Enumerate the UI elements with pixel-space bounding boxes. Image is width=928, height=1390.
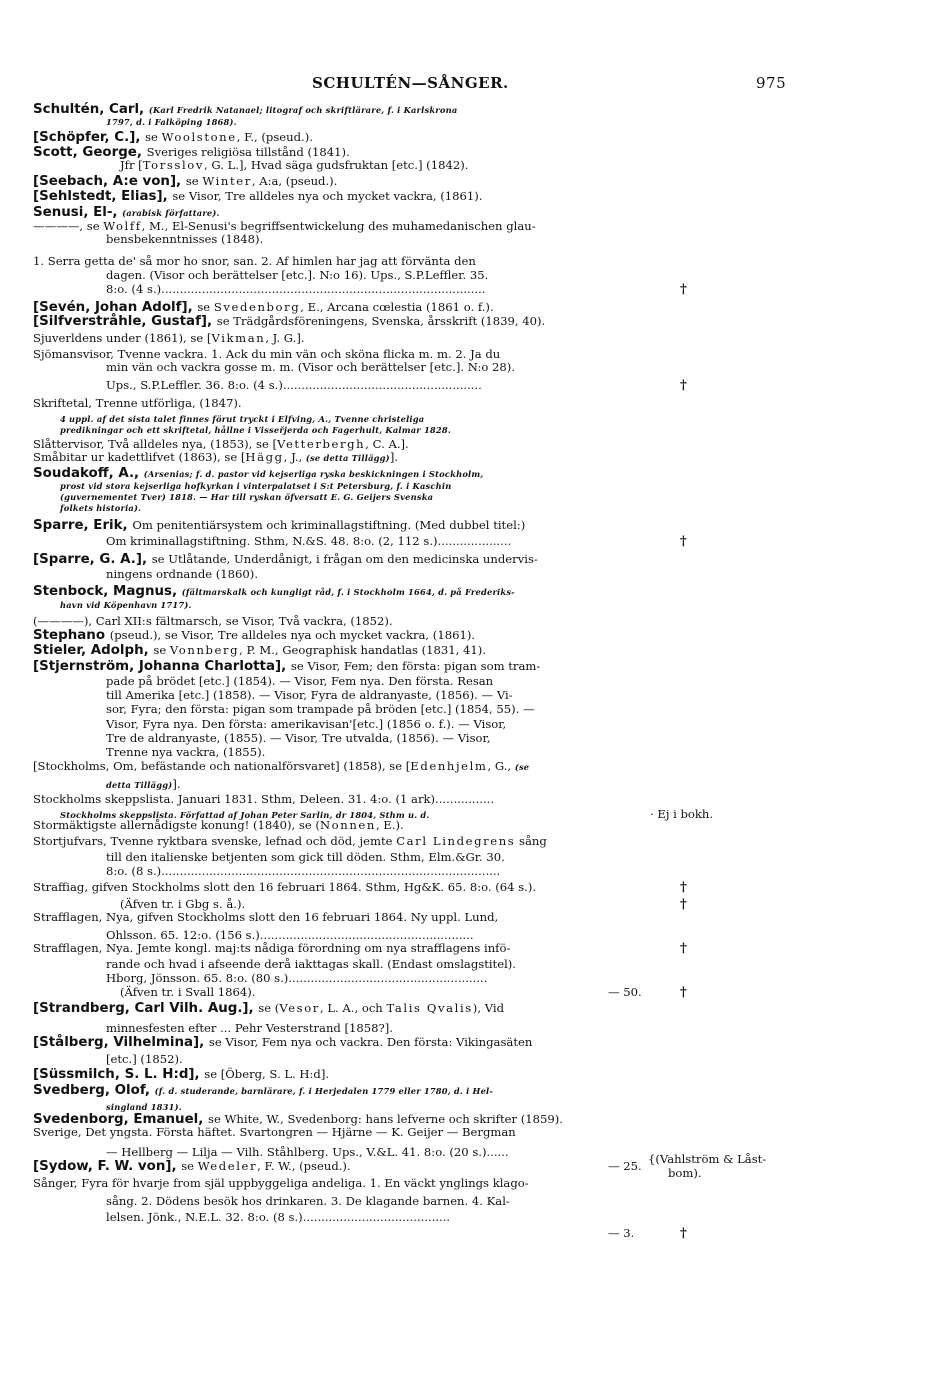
entry-text: Jfr [ [120, 158, 143, 172]
entry-note: (fältmarskalk och kungligt råd, f. i Stockholm 1664, d. på Frederiks- [181, 587, 515, 597]
entry-line [106, 283, 485, 296]
entry-heading: [Sehlstedt, Elias], [33, 189, 173, 204]
entry-text: ]. [172, 777, 181, 791]
entry-text: Stockholms skeppslista. Januari 1831. Sthm, Deleen. 31. 4:o. (1 ark)................ [33, 792, 494, 806]
dagger-mark: † [680, 282, 687, 297]
entry-note: folkets historia). [60, 503, 142, 513]
entry-text: Strafflagen, Nya. Jemte kongl. maj:ts nådiga förordning om nya strafflagens infö- [33, 941, 511, 955]
dagger-mark: † [680, 378, 687, 393]
entry-text: [etc.] (1852). [106, 1052, 183, 1066]
entry-note: (f. d. studerande, barnlärare, f. i Herjedalen 1779 eller 1780, d. i Hel- [154, 1086, 494, 1096]
dagger-mark: † [680, 534, 687, 549]
entry-text: se Visor, Tre alldeles nya och mycket vackra, (1861). [172, 189, 483, 203]
entry-text: , F. W., (pseud.). [257, 1159, 351, 1173]
entry-text: pade på brödet [etc.] (1854). — Visor, Fem nya. Den första. Resan [106, 674, 494, 688]
entry-note: (se [514, 762, 530, 772]
entry-text: Wedeler [197, 1159, 258, 1173]
entry-line [60, 423, 451, 437]
entry-note: (Arsenias; f. d. pastor vid kejserliga ryska beskickningen i Stockholm, [143, 469, 484, 479]
entry-text: se [197, 300, 214, 314]
entry-note: (guvernementet Tver) 1818. — Har till ryskan öfversatt E. G. Geijers Svenska [60, 492, 434, 502]
entry-line [33, 793, 494, 806]
entry-line [60, 501, 141, 515]
entry-text: , P. M., Geographisk handatlas (1831, 41). [239, 643, 486, 657]
entry-heading: Svedenborg, Emanuel, [33, 1112, 209, 1127]
entry-text: ningens ordnande (1860). [106, 567, 259, 581]
entry-note: Stockholms skeppslista. Författad af Johan Peter Sarlin, dr 1804, Sthm u. d. [60, 810, 430, 820]
entry-line [33, 301, 494, 314]
entry-text: till Amerika [etc.] (1858). — Visor, Fyra de aldranyaste, (1856). — Vi- [106, 688, 513, 702]
entry-line [106, 746, 265, 759]
entry-line [33, 131, 313, 144]
entry-text: Ups., S.P.Leffler. 36. 8:o. (4 s.)...................................................... [106, 378, 482, 392]
entry-text: Nonnen [319, 818, 376, 832]
margin-note: bom). [668, 1166, 702, 1180]
entry-note: 1797, d. i Falköping 1868). [106, 117, 237, 127]
entry-text: Vonnberg [169, 643, 240, 657]
entry-line [106, 1195, 510, 1208]
entry-line [33, 553, 538, 566]
entry-line [33, 332, 305, 345]
entry-note: detta Tillägg) [106, 780, 173, 790]
entry-text: ), Vid [472, 1001, 504, 1015]
entry-text: Hborg, Jönsson. 65. 8:o. (80 s.)...................................................... [106, 971, 488, 985]
entry-text: (Äfven tr. i Svall 1864). [120, 985, 256, 999]
entry-text: , G. L.], Hvad säga gudsfruktan [etc.] (1842). [204, 158, 469, 172]
entry-heading: [Silfverstråhle, Gustaf], [33, 314, 217, 329]
entry-line [33, 660, 540, 673]
entry-text: , A:a, (pseud.). [251, 174, 338, 188]
entry-line [106, 115, 237, 129]
entry-text: Sverige, Det yngsta. Första häftet. Svartongren — Hjärne — K. Geijer — Bergman [33, 1125, 516, 1139]
entry-line [33, 1084, 493, 1098]
entry-text: ————, se [33, 219, 104, 233]
entry-line [106, 1146, 509, 1159]
entry-heading: Senusi, El-, [33, 205, 123, 220]
entry-text: dagen. (Visor och berättelser [etc.]. N:o 16). Ups., S.P.Leffler. 35. [106, 268, 489, 282]
entry-line [120, 159, 468, 172]
entry-text: min vän och vackra gosse m. m. (Visor och berättelser [etc.]. N:o 28). [106, 360, 516, 374]
page-title: SCHULTÉN—SÅNGER. [312, 74, 509, 92]
entry-line [106, 865, 500, 878]
entry-text: Hägg [245, 450, 284, 464]
entry-line [106, 689, 513, 702]
entry-heading: Scott, George, [33, 145, 147, 160]
dagger-mark: † [680, 1226, 687, 1241]
entry-heading: [Süssmilch, S. L. H:d], [33, 1067, 205, 1082]
entry-text: Talis Qvalis [386, 1001, 473, 1015]
entry-text: se Visor, Fem; den första: pigan som tram- [290, 659, 541, 673]
entry-text: Carl Lindegrens [396, 834, 516, 848]
entry-text: , G., [487, 759, 515, 773]
entry-text: se [145, 130, 162, 144]
entry-text: se White, W., Svedenborg: hans lefverne och skrifter (1859). [208, 1112, 563, 1126]
dagger-mark: † [680, 985, 687, 1000]
entry-text: (pseud.), se Visor, Tre alldeles nya och mycket vackra, (1861). [109, 628, 476, 642]
entry-heading: Soudakoff, A., [33, 466, 144, 481]
entry-text: , F., (pseud.). [236, 130, 313, 144]
entry-heading: [Seebach, A:e von], [33, 174, 186, 189]
entry-heading: [Stjernström, Johanna Charlotta], [33, 659, 291, 674]
margin-note: — 3. [608, 1226, 635, 1240]
page-number: 975 [756, 74, 787, 92]
entry-text: Wolff [103, 219, 142, 233]
entry-text: se Visor, Fem nya och vackra. Den första: Vikingasäten [208, 1035, 533, 1049]
entry-heading: Stephano [33, 628, 110, 643]
entry-line [33, 760, 529, 774]
entry-text: , J. G.]. [265, 331, 305, 345]
entry-line [33, 519, 525, 532]
dagger-mark: † [680, 897, 687, 912]
entry-text: , L. A., och [319, 1001, 387, 1015]
entry-text: , E.). [375, 818, 404, 832]
entry-heading: Stenbock, Magnus, [33, 584, 182, 599]
entry-text: 8:o. (4 s.)........................................................................................ [106, 282, 486, 296]
entry-line [106, 1053, 183, 1066]
entry-heading: Svedberg, Olof, [33, 1083, 155, 1098]
entry-heading: [Strandberg, Carl Vilh. Aug.], [33, 1001, 259, 1016]
entry-line [106, 1022, 393, 1035]
entry-text: sång [515, 834, 547, 848]
entry-text: minnesfesten efter ... Pehr Vesterstrand [1858?]. [106, 1021, 393, 1035]
dagger-mark: † [680, 941, 687, 956]
entry-line [106, 718, 506, 731]
entry-text: Straffiag, gifven Stockholms slott den 16 februari 1864. Sthm, Hg&K. 65. 8:o. (64 s.). [33, 880, 537, 894]
entry-line [33, 190, 483, 203]
entry-line [33, 103, 457, 117]
entry-heading: Sparre, Erik, [33, 518, 133, 533]
entry-text: [Stockholms, Om, befästande och nationalförsvaret] (1858), se [ [33, 759, 411, 773]
entry-line [106, 675, 493, 688]
entry-note: (se detta Tillägg) [305, 453, 390, 463]
entry-line [33, 942, 510, 955]
entry-note: prost vid stora kejserliga hofkyrkan i vinterpalatset i S:t Petersburg, f. i Kaschin [60, 481, 452, 491]
entry-line [106, 1211, 450, 1224]
entry-line [106, 379, 482, 392]
entry-text: se [185, 174, 203, 188]
entry-text: Sveriges religiösa tillstånd (1841). [146, 145, 350, 159]
entry-line [33, 819, 404, 832]
entry-line [33, 1126, 516, 1139]
entry-text: , M., El-Senusi's begriffsentwickelung des muhamedanischen glau- [141, 219, 536, 233]
entry-text: Om kriminallagstiftning. Sthm, N.&S. 48. 8:o. (2, 112 s.).................... [106, 534, 512, 548]
entry-text: 8:o. (8 s.)............................................................................................ [106, 864, 501, 878]
entry-text: , J., [283, 450, 306, 464]
entry-line [106, 778, 181, 792]
entry-note: singland 1831). [106, 1102, 182, 1112]
entry-line [33, 1036, 532, 1049]
entry-text: , C. A.]. [365, 437, 409, 451]
entry-text: Vikman [211, 331, 266, 345]
entry-line [106, 972, 487, 985]
entry-line [106, 703, 535, 716]
entry-text: se [153, 643, 170, 657]
entry-line [106, 535, 511, 548]
margin-note: — 25. [608, 1159, 642, 1173]
entry-heading: Stieler, Adolph, [33, 643, 154, 658]
entry-heading: [Sydow, F. W. von], [33, 1159, 182, 1174]
entry-text: , E., Arcana cœlestia (1861 o. f.). [300, 300, 494, 314]
margin-note: — 50. [608, 985, 642, 999]
entry-line [33, 835, 547, 848]
margin-note: · Ej i bokh. [650, 807, 714, 821]
dagger-mark: † [680, 880, 687, 895]
entry-line [33, 911, 498, 924]
entry-text: Woolstone [161, 130, 237, 144]
entry-line [106, 233, 263, 246]
entry-text: se ( [258, 1001, 280, 1015]
entry-line [33, 1177, 529, 1190]
entry-text: Strafflagen, Nya, gifven Stockholms slott den 16 februari 1864. Ny uppl. Lund, [33, 910, 499, 924]
entry-text: lelsen. Jönk., N.E.L. 32. 8:o. (8 s.)........................................ [106, 1210, 451, 1224]
entry-text: Sånger, Fyra för hvarje from själ uppbyggeliga andeliga. 1. En väckt ynglings klago- [33, 1176, 529, 1190]
entry-line [33, 1002, 504, 1015]
entry-text: Stormäktigste allernådigste konung! (1840), se ( [33, 818, 320, 832]
entry-note: predikningar och ett skriftetal, hållne i Visseřjerda och Fagerhult, Kalmar 1828. [60, 425, 451, 435]
entry-text: Slåttervisor, Två alldeles nya, (1853), se [ [33, 437, 278, 451]
entry-line [60, 598, 192, 612]
entry-text: Svedenborg [213, 300, 301, 314]
entry-heading: [Stålberg, Vilhelmina], [33, 1035, 209, 1050]
entry-text: Ohlsson. 65. 12:o. (156 s.).......................................................... [106, 928, 474, 942]
entry-note: (Karl Fredrik Natanael; litograf och skriftlärare, f. i Karlskrona [148, 105, 458, 115]
entry-line [106, 568, 258, 581]
entry-line [106, 269, 488, 282]
entry-text: Trenne nya vackra, (1855). [106, 745, 266, 759]
entry-note: (arabisk författare). [122, 208, 220, 218]
entry-line [106, 732, 490, 745]
entry-text: bensbekenntnisses (1848). [106, 232, 264, 246]
entry-text: Om penitentiärsystem och kriminallagstiftning. (Med dubbel titel:) [132, 518, 526, 532]
entry-text: Sjömansvisor, Tvenne vackra. 1. Ack du min vän och sköna flicka m. m. 2. Ja du [33, 347, 501, 361]
entry-heading: [Schöpfer, C.], [33, 130, 146, 145]
entry-line [33, 175, 337, 188]
entry-text: — Hellberg — Lilja — Vilh. Ståhlberg. Ups., V.&L. 41. 8:o. (20 s.)...... [106, 1145, 509, 1159]
entry-text: (Äfven tr. i Gbg s. å.). [120, 897, 246, 911]
entry-line [33, 615, 393, 628]
entry-text: se Trädgårdsföreningens, Svenska, årsskrift (1839, 40). [216, 314, 546, 328]
entry-line [33, 644, 486, 657]
entry-text: se [181, 1159, 198, 1173]
entry-line [33, 1068, 329, 1081]
entry-text: se [Öberg, S. L. H:d]. [204, 1067, 330, 1081]
entry-heading: [Sparre, G. A.], [33, 552, 152, 567]
entry-text: rande och hvad i afseende derå iakttagas skall. (Endast omslagstitel). [106, 957, 516, 971]
entry-line [33, 206, 220, 220]
entry-text: ]. [389, 450, 399, 464]
entry-text: Edenhjelm [410, 759, 488, 773]
entry-line [120, 986, 255, 999]
margin-note: {(Vahlström & Låst- [648, 1152, 767, 1166]
entry-note: 4 uppl. af det sista talet finnes förut tryckt i Elfving, A., Tvenne christeliga [60, 414, 425, 424]
entry-heading: Schultén, Carl, [33, 102, 149, 117]
entry-text: sor, Fyra; den första: pigan som trampade på bröden [etc.] (1854, 55). — [106, 702, 535, 716]
entry-line [33, 315, 545, 328]
entry-line [33, 585, 515, 599]
entry-text: till den italienske betjenten som gick till döden. Sthm, Elm.&Gr. 30. [106, 850, 505, 864]
entry-line [33, 881, 536, 894]
entry-line [33, 397, 242, 410]
entry-line [33, 255, 476, 268]
entry-text: Torsslov [142, 158, 204, 172]
entry-text: Visor, Fyra nya. Den första: amerikavisan'[etc.] (1856 o. f.). — Visor, [106, 717, 507, 731]
entry-text: 1. Serra getta de' så mor ho snor, san. 2. Af himlen har jag att förvänta den [33, 254, 476, 268]
entry-line [106, 851, 505, 864]
entry-text: Stortjufvars, Tvenne ryktbara svenske, lefnad och död, jemte [33, 834, 397, 848]
entry-line [33, 451, 398, 465]
entry-text: (————), Carl XII:s fältmarsch, se Visor, Två vackra, (1852). [33, 614, 393, 628]
entry-heading: [Sevén, Johan Adolf], [33, 300, 198, 315]
entry-text: se Utlåtande, Underdånigt, i frågan om den medicinska undervis- [151, 552, 538, 566]
entry-note: havn vid Köpenhavn 1717). [60, 600, 192, 610]
entry-text: Vetterbergh [277, 437, 366, 451]
entry-text: Winter [202, 174, 252, 188]
entry-line [33, 1160, 351, 1173]
entry-text: sång. 2. Dödens besök hos drinkaren. 3. De klagande barnen. 4. Kal- [106, 1194, 510, 1208]
entry-text: Vesor [279, 1001, 320, 1015]
entry-line [106, 361, 515, 374]
entry-line [106, 958, 516, 971]
entry-text: Tre de aldranyaste, (1855). — Visor, Tre utvalda, (1856). — Visor, [106, 731, 491, 745]
entry-text: Småbitar ur kadettlifvet (1863), se [ [33, 450, 246, 464]
entry-line [33, 629, 475, 642]
entry-text: Sjuverldens under (1861), se [ [33, 331, 212, 345]
entry-text: Skriftetal, Trenne utförliga, (1847). [33, 396, 242, 410]
